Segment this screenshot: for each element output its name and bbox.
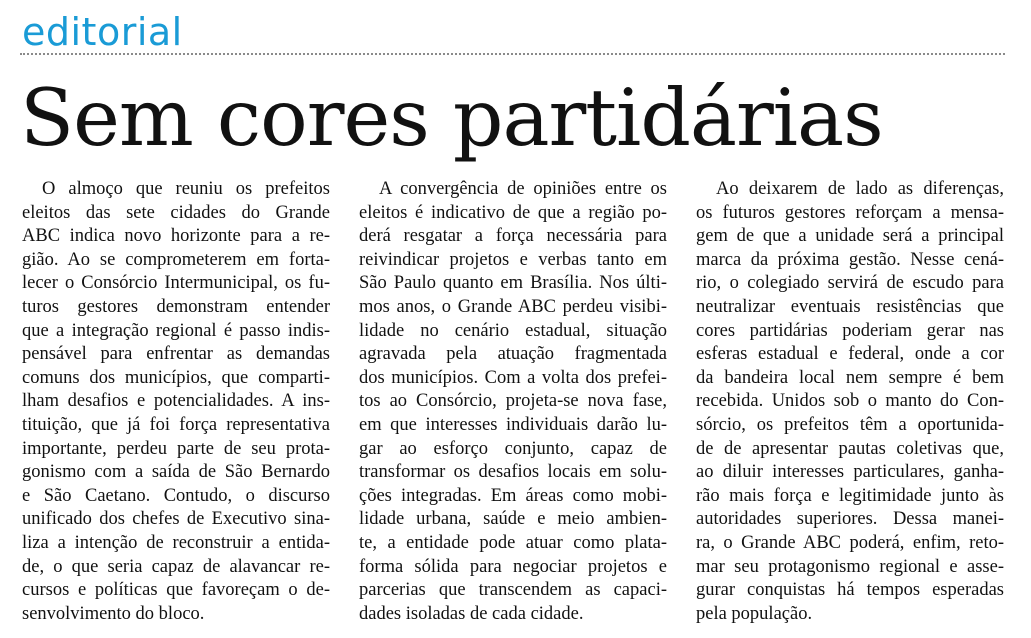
text-line: marca da próxima gestão. Nesse cená- bbox=[696, 249, 1004, 270]
text-line: ções integradas. Em áreas como mobi- bbox=[359, 485, 667, 506]
text-line: tituição, que já foi força representativa bbox=[22, 414, 330, 435]
section-label: editorial bbox=[22, 10, 183, 54]
text-line: os futuros gestores reforçam a mensa- bbox=[696, 202, 1004, 223]
text-line: rio, o colegiado servirá de escudo para bbox=[696, 273, 1004, 294]
text-line: gião. Ao se comprometerem em forta- bbox=[22, 249, 330, 270]
text-line: te, a entidade pode atuar como plata- bbox=[359, 532, 667, 553]
text-line: dades isoladas de cada cidade. bbox=[359, 603, 584, 624]
article-column-1 bbox=[22, 178, 330, 626]
text-line: cursos e políticas que favoreçam o de- bbox=[22, 580, 330, 601]
text-line: O almoço que reuniu os prefeitos bbox=[42, 179, 330, 199]
text-line: parcerias que transcendem as capaci- bbox=[359, 580, 667, 601]
text-line: derá resgatar a força necessária para bbox=[359, 226, 667, 247]
text-line: de de apresentar pautas coletivas que, bbox=[696, 438, 1004, 459]
text-line: esferas estadual e federal, onde a cor bbox=[696, 344, 1004, 365]
text-line: reivindicar projetos e verbas tanto em bbox=[359, 249, 667, 270]
article-column-3 bbox=[696, 178, 1004, 626]
text-line: pela população. bbox=[696, 603, 813, 624]
dotted-divider bbox=[20, 53, 1005, 55]
text-line: lidade no cenário estadual, situação bbox=[359, 320, 667, 341]
text-line: e São Caetano. Contudo, o discurso bbox=[22, 485, 330, 506]
text-line: pensável para enfrentar as demandas bbox=[22, 344, 330, 365]
text-line: gar ao esforço conjunto, capaz de bbox=[359, 438, 667, 459]
text-line: tos ao Consórcio, projeta-se nova fase, bbox=[359, 391, 667, 412]
text-line: gonismo com a saída de São Bernardo bbox=[22, 462, 330, 483]
text-line: eleitos das sete cidades do Grande bbox=[22, 202, 330, 223]
text-line: lecer o Consórcio Intermunicipal, os fu- bbox=[22, 273, 330, 294]
text-line: cores partidárias poderiam gerar nas bbox=[696, 320, 1004, 341]
text-line: São Paulo quanto em Brasília. Nos últi- bbox=[359, 273, 667, 294]
text-line: ao diluir interesses particulares, ganha- bbox=[696, 462, 1004, 483]
text-line: dos municípios. Com a volta dos prefei- bbox=[359, 367, 667, 388]
text-line: rão mais força e legitimidade junto às bbox=[696, 485, 1004, 506]
text-line: eleitos é indicativo de que a região po- bbox=[359, 202, 667, 223]
text-line: de, o que seria capaz de alavancar re- bbox=[22, 556, 330, 577]
text-line: recebida. Unidos sob o manto do Con- bbox=[696, 391, 1004, 412]
text-line: transformar os desafios locais em solu- bbox=[359, 462, 667, 483]
text-line: ABC indica novo horizonte para a re- bbox=[22, 226, 330, 247]
text-line: liza a intenção de reconstruir a entida- bbox=[22, 532, 330, 553]
text-line: agravada pela atuação fragmentada bbox=[359, 344, 667, 365]
text-line: forma sólida para negociar projetos e bbox=[359, 556, 667, 577]
text-line: em que interesses individuais darão lu- bbox=[359, 414, 667, 435]
text-line: gurar conquistas há tempos esperadas bbox=[696, 580, 1004, 601]
text-line: A convergência de opiniões entre os bbox=[379, 179, 667, 199]
text-line: que a integração regional é passo indis- bbox=[22, 320, 330, 341]
text-line: importante, perdeu parte de seu prota- bbox=[22, 438, 330, 459]
text-line: comuns dos municípios, que comparti- bbox=[22, 367, 330, 388]
text-line: da bandeira local nem sempre é bem bbox=[696, 367, 1004, 388]
text-line: neutralizar eventuais resistências que bbox=[696, 296, 1004, 317]
text-line: lidade urbana, saúde e meio ambien- bbox=[359, 509, 667, 530]
text-line: gem de que a unidade será a principal bbox=[696, 226, 1004, 247]
text-line: mos anos, o Grande ABC perdeu visibi- bbox=[359, 296, 667, 317]
text-line: ra, o Grande ABC poderá, enfim, reto- bbox=[696, 532, 1004, 553]
headline: Sem cores partidárias bbox=[20, 72, 883, 164]
text-line: unificado dos chefes de Executivo sina- bbox=[22, 509, 330, 530]
text-line: autoridades superiores. Dessa manei- bbox=[696, 509, 1004, 530]
text-line: turos gestores demonstram entender bbox=[22, 296, 330, 317]
text-line: Ao deixarem de lado as diferenças, bbox=[716, 179, 1004, 199]
text-line: sórcio, os prefeitos têm a oportunida- bbox=[696, 414, 1004, 435]
text-line: lham desafios e potencialidades. A ins- bbox=[22, 391, 330, 412]
text-line: senvolvimento do bloco. bbox=[22, 603, 205, 624]
text-line: mar seu protagonismo regional e asse- bbox=[696, 556, 1004, 577]
article-column-2 bbox=[359, 178, 667, 626]
